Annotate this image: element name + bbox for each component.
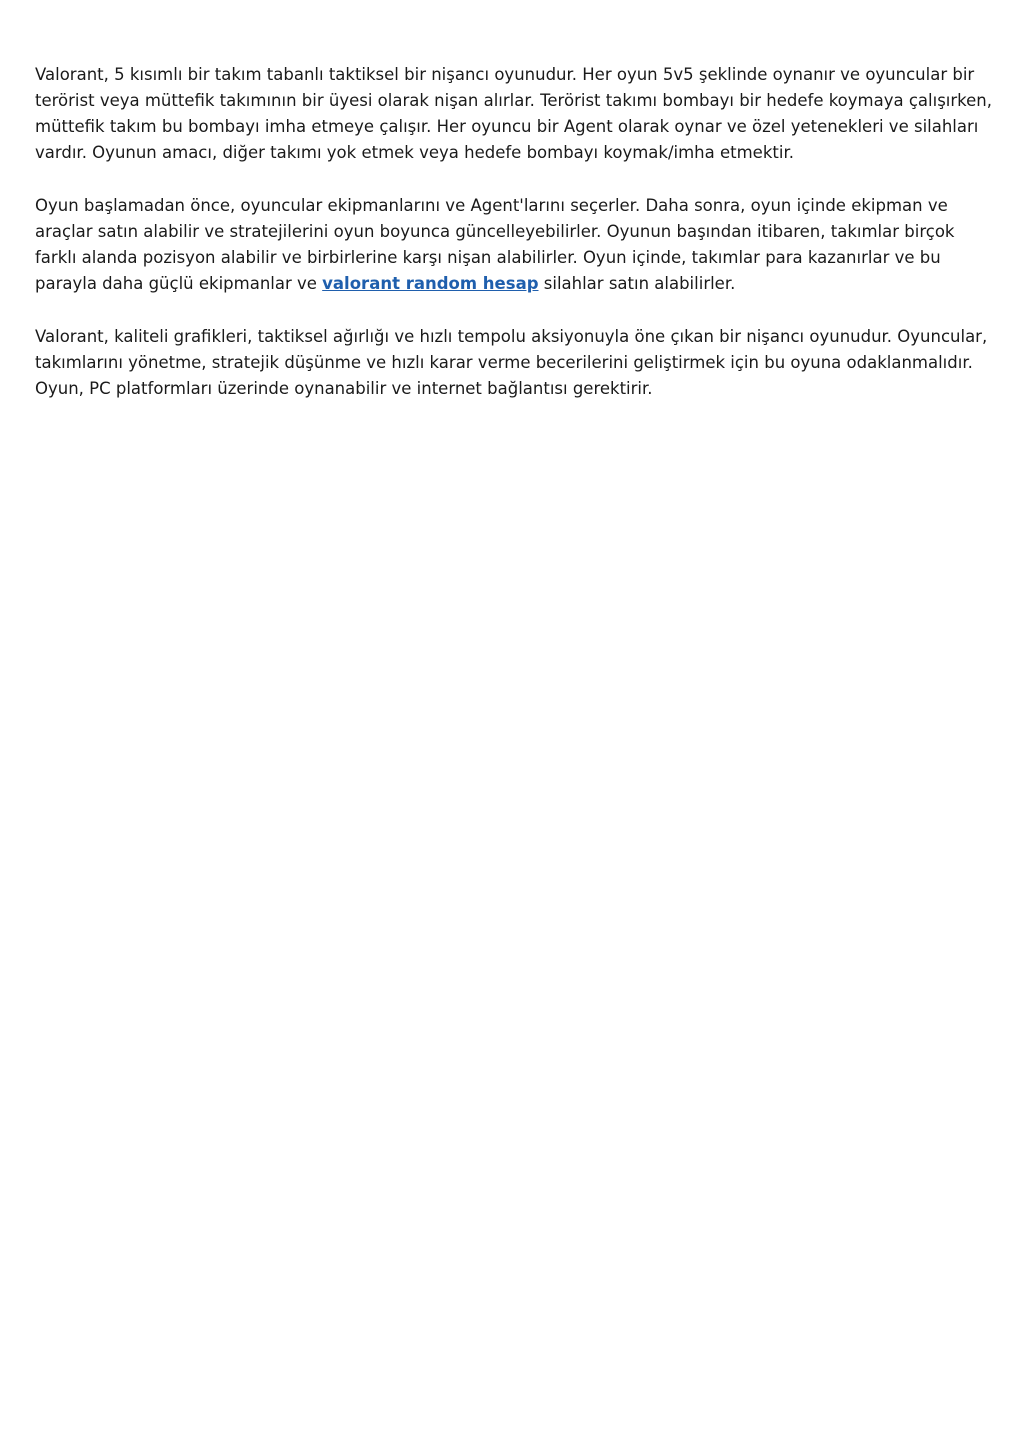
paragraph-gameplay [35,193,995,297]
paragraph-intro: Valorant, 5 kısımlı bir takım tabanlı taktiksel bir nişancı oyunudur. Her oyun 5v5 şeklinde oynanır ve oyuncular bir terörist veya müttefik takımının bir üyesi olarak nişan alırlar. Terörist takımı bombayı bir hedefe koymaya çalışırken, müttefik takım bu bombayı imha etmeye çalışır. Her oyuncu bir Agent olarak oynar ve özel yetenekleri ve silahları vardır. Oyunun amacı, diğer takımı yok etmek veya hedefe bombayı koymak/imha etmektir. [35,65,992,162]
valorant-random-hesap-link[interactable]: valorant random hesap [322,274,539,293]
paragraph-gameplay-text-after: silahlar satın alabilirler. [538,274,736,293]
paragraph-summary: Valorant, kaliteli grafikleri, taktiksel ağırlığı ve hızlı tempolu aksiyonuyla öne çıkan bir nişancı oyunudur. Oyuncular, takımlarını yönetme, stratejik düşünme ve hızlı karar verme becerilerini geliştirmek için bu oyuna odaklanmalıdır. Oyun, PC platformları üzerinde oynanabilir ve internet bağlantısı gerektirir. [35,327,988,398]
document-body [35,62,995,429]
paragraph-gameplay-text-before: Oyun başlamadan önce, oyuncular ekipmanlarını ve Agent'larını seçerler. Daha sonra, oyun içinde ekipman ve araçlar satın alabilir ve stratejilerini oyun boyunca güncelleyebilirler. Oyunun başından itibaren, takımlar birçok farklı alanda pozisyon alabilir ve birbirlerine karşı nişan alabilirler. Oyun içinde, takımlar para kazanırlar ve bu parayla daha güçlü ekipmanlar ve [35,196,955,293]
